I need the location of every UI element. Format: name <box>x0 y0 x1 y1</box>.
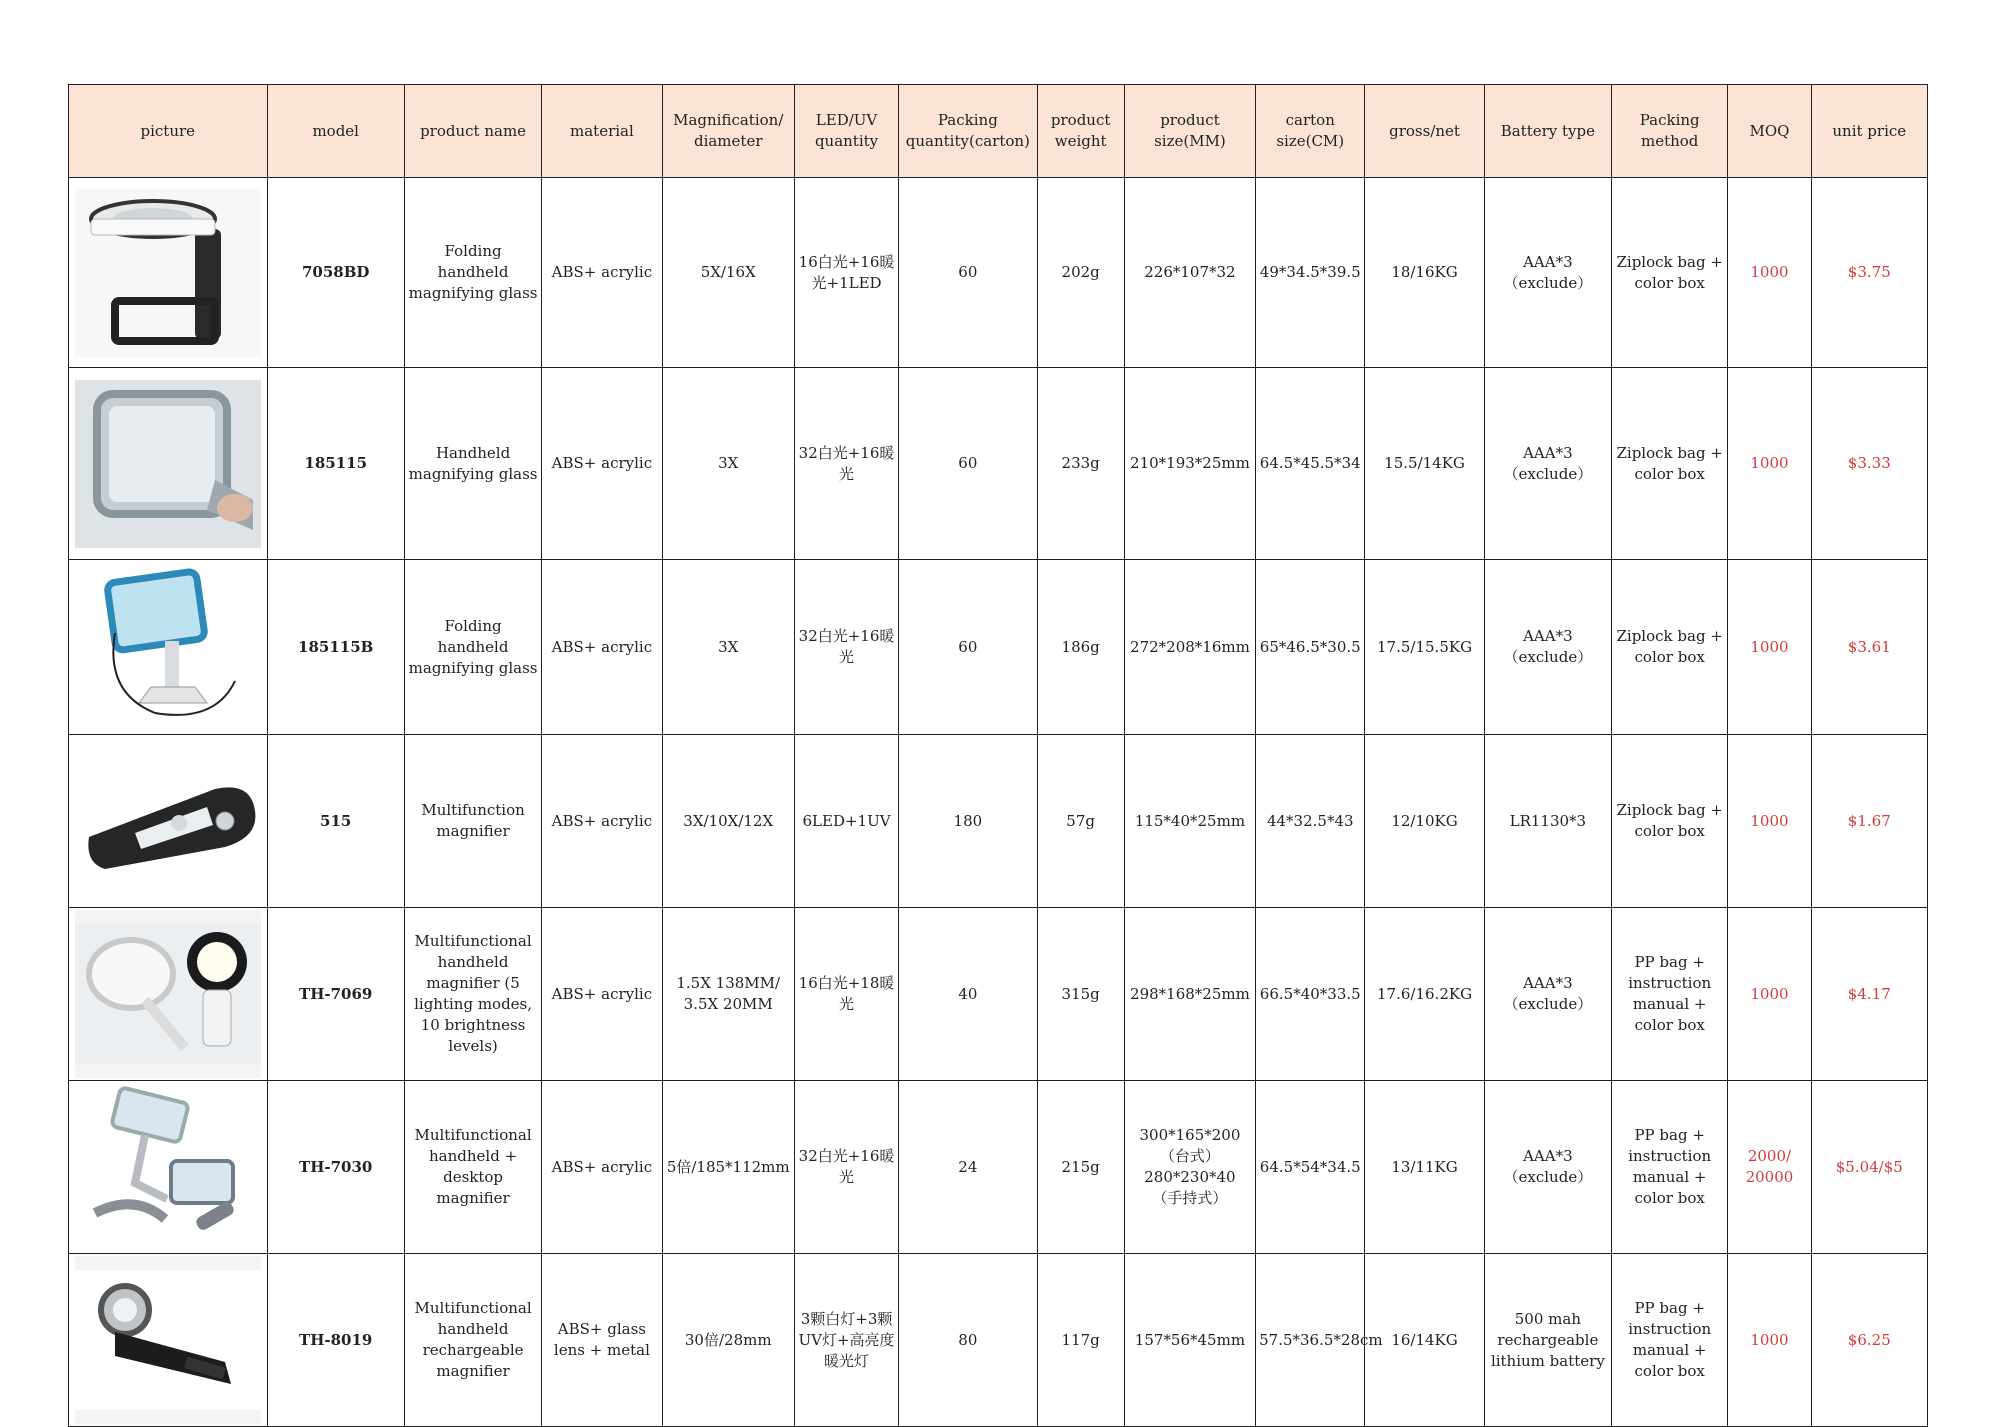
packing-quantity-cell: 60 <box>899 560 1037 735</box>
size-cell: 226*107*32 <box>1124 178 1255 368</box>
weight-cell: 315g <box>1037 908 1124 1081</box>
battery-cell: 500 mah rechargeable lithium battery <box>1484 1254 1611 1427</box>
rechargeable-loupe-image <box>75 1256 261 1424</box>
size-cell: 157*56*45mm <box>1124 1254 1255 1427</box>
moq-cell: 1000 <box>1728 368 1811 560</box>
folding-magnifier-image <box>75 189 261 357</box>
product-name-cell: Folding handheld magnifying glass <box>404 560 541 735</box>
magnification-cell: 3X <box>662 560 794 735</box>
led-cell: 6LED+1UV <box>794 735 898 908</box>
magnification-cell: 30倍/28mm <box>662 1254 794 1427</box>
packing-method-cell: PP bag + instruction manual + color box <box>1612 1081 1728 1254</box>
material-cell: ABS+ glass lens + metal <box>542 1254 662 1427</box>
table-row <box>69 735 1928 908</box>
header-moq: MOQ <box>1728 85 1811 178</box>
weight-cell: 117g <box>1037 1254 1124 1427</box>
product-spec-table <box>68 84 1928 1427</box>
battery-cell: AAA*3 （exclude） <box>1484 178 1611 368</box>
model-cell: 185115B <box>267 560 404 735</box>
product-picture-cell <box>69 1254 268 1427</box>
moq-cell: 1000 <box>1728 1254 1811 1427</box>
led-cell: 16白光+16暖光+1LED <box>794 178 898 368</box>
product-name-cell: Multifunctional handheld magnifier (5 lighting modes, 10 brightness levels) <box>404 908 541 1081</box>
carton-cell: 49*34.5*39.5 <box>1256 178 1365 368</box>
product-picture-cell <box>69 368 268 560</box>
size-cell: 210*193*25mm <box>1124 368 1255 560</box>
gross-net-cell: 16/14KG <box>1365 1254 1484 1427</box>
size-cell: 115*40*25mm <box>1124 735 1255 908</box>
led-cell: 32白光+16暖光 <box>794 560 898 735</box>
model-cell: TH-8019 <box>267 1254 404 1427</box>
material-cell: ABS+ acrylic <box>542 1081 662 1254</box>
carton-cell: 66.5*40*33.5 <box>1256 908 1365 1081</box>
packing-quantity-cell: 24 <box>899 1081 1037 1254</box>
magnification-cell: 3X/10X/12X <box>662 735 794 908</box>
carton-cell: 44*32.5*43 <box>1256 735 1365 908</box>
desktop-magnifier-image <box>75 1083 261 1251</box>
round-magnifier-image <box>75 910 261 1078</box>
magnification-cell: 5X/16X <box>662 178 794 368</box>
moq-cell: 1000 <box>1728 908 1811 1081</box>
material-cell: ABS+ acrylic <box>542 178 662 368</box>
rectangular-magnifier-image <box>75 380 261 548</box>
material-cell: ABS+ acrylic <box>542 368 662 560</box>
material-cell: ABS+ acrylic <box>542 735 662 908</box>
carton-cell: 57.5*36.5*28cm <box>1256 1254 1365 1427</box>
moq-cell: 1000 <box>1728 178 1811 368</box>
weight-cell: 215g <box>1037 1081 1124 1254</box>
packing-quantity-cell: 80 <box>899 1254 1037 1427</box>
packing-quantity-cell: 60 <box>899 368 1037 560</box>
packing-method-cell: Ziplock bag + color box <box>1612 178 1728 368</box>
header-packing-method: Packing method <box>1612 85 1728 178</box>
magnification-cell: 5倍/185*112mm <box>662 1081 794 1254</box>
product-name-cell: Multifunctional handheld rechargeable magnifier <box>404 1254 541 1427</box>
header-magnification: Magnification/ diameter <box>662 85 794 178</box>
unit-price-cell: $3.61 <box>1811 560 1927 735</box>
table-row <box>69 368 1928 560</box>
packing-quantity-cell: 60 <box>899 178 1037 368</box>
product-picture-cell <box>69 735 268 908</box>
unit-price-cell: $4.17 <box>1811 908 1927 1081</box>
product-picture-cell <box>69 908 268 1081</box>
product-name-cell: Folding handheld magnifying glass <box>404 178 541 368</box>
moq-cell: 2000/ 20000 <box>1728 1081 1811 1254</box>
size-cell: 272*208*16mm <box>1124 560 1255 735</box>
table-row <box>69 1081 1928 1254</box>
gross-net-cell: 18/16KG <box>1365 178 1484 368</box>
led-cell: 3颗白灯+3颗UV灯+高亮度暖光灯 <box>794 1254 898 1427</box>
header-carton-size: carton size(CM) <box>1256 85 1365 178</box>
table-row <box>69 178 1928 368</box>
unit-price-cell: $1.67 <box>1811 735 1927 908</box>
gross-net-cell: 17.6/16.2KG <box>1365 908 1484 1081</box>
packing-quantity-cell: 180 <box>899 735 1037 908</box>
product-picture-cell <box>69 560 268 735</box>
blue-folding-magnifier-image <box>75 563 261 731</box>
weight-cell: 202g <box>1037 178 1124 368</box>
magnification-cell: 3X <box>662 368 794 560</box>
led-cell: 32白光+16暖光 <box>794 1081 898 1254</box>
model-cell: 7058BD <box>267 178 404 368</box>
header-product-weight: product weight <box>1037 85 1124 178</box>
carton-cell: 64.5*54*34.5 <box>1256 1081 1365 1254</box>
moq-cell: 1000 <box>1728 560 1811 735</box>
header-row <box>69 85 1928 178</box>
battery-cell: AAA*3 （exclude） <box>1484 908 1611 1081</box>
header-picture: picture <box>69 85 268 178</box>
header-unit-price: unit price <box>1811 85 1927 178</box>
unit-price-cell: $6.25 <box>1811 1254 1927 1427</box>
header-led-quantity: LED/UV quantity <box>794 85 898 178</box>
material-cell: ABS+ acrylic <box>542 908 662 1081</box>
unit-price-cell: $5.04/$5 <box>1811 1081 1927 1254</box>
product-picture-cell <box>69 178 268 368</box>
table-row <box>69 1254 1928 1427</box>
header-packing-quantity: Packing quantity(carton) <box>899 85 1037 178</box>
packing-method-cell: Ziplock bag + color box <box>1612 560 1728 735</box>
weight-cell: 233g <box>1037 368 1124 560</box>
model-cell: 185115 <box>267 368 404 560</box>
model-cell: TH-7030 <box>267 1081 404 1254</box>
battery-cell: AAA*3 （exclude） <box>1484 368 1611 560</box>
gross-net-cell: 17.5/15.5KG <box>1365 560 1484 735</box>
packing-method-cell: Ziplock bag + color box <box>1612 368 1728 560</box>
header-product-size: product size(MM) <box>1124 85 1255 178</box>
product-name-cell: Multifunction magnifier <box>404 735 541 908</box>
header-product-name: product name <box>404 85 541 178</box>
magnification-cell: 1.5X 138MM/ 3.5X 20MM <box>662 908 794 1081</box>
unit-price-cell: $3.33 <box>1811 368 1927 560</box>
size-cell: 300*165*200 （台式） 280*230*40 （手持式） <box>1124 1081 1255 1254</box>
unit-price-cell: $3.75 <box>1811 178 1927 368</box>
led-cell: 16白光+18暖光 <box>794 908 898 1081</box>
header-material: material <box>542 85 662 178</box>
header-battery-type: Battery type <box>1484 85 1611 178</box>
product-picture-cell <box>69 1081 268 1254</box>
battery-cell: AAA*3 （exclude） <box>1484 1081 1611 1254</box>
table-row <box>69 908 1928 1081</box>
battery-cell: AAA*3 （exclude） <box>1484 560 1611 735</box>
model-cell: TH-7069 <box>267 908 404 1081</box>
header-model: model <box>267 85 404 178</box>
gross-net-cell: 15.5/14KG <box>1365 368 1484 560</box>
product-name-cell: Handheld magnifying glass <box>404 368 541 560</box>
packing-method-cell: PP bag + instruction manual + color box <box>1612 908 1728 1081</box>
gross-net-cell: 12/10KG <box>1365 735 1484 908</box>
table-row <box>69 560 1928 735</box>
moq-cell: 1000 <box>1728 735 1811 908</box>
carton-cell: 64.5*45.5*34 <box>1256 368 1365 560</box>
battery-cell: LR1130*3 <box>1484 735 1611 908</box>
pocket-magnifier-image <box>75 737 261 905</box>
gross-net-cell: 13/11KG <box>1365 1081 1484 1254</box>
led-cell: 32白光+16暖光 <box>794 368 898 560</box>
model-cell: 515 <box>267 735 404 908</box>
packing-quantity-cell: 40 <box>899 908 1037 1081</box>
packing-method-cell: Ziplock bag + color box <box>1612 735 1728 908</box>
size-cell: 298*168*25mm <box>1124 908 1255 1081</box>
weight-cell: 57g <box>1037 735 1124 908</box>
header-gross-net: gross/net <box>1365 85 1484 178</box>
carton-cell: 65*46.5*30.5 <box>1256 560 1365 735</box>
weight-cell: 186g <box>1037 560 1124 735</box>
product-name-cell: Multifunctional handheld + desktop magnifier <box>404 1081 541 1254</box>
material-cell: ABS+ acrylic <box>542 560 662 735</box>
packing-method-cell: PP bag + instruction manual + color box <box>1612 1254 1728 1427</box>
